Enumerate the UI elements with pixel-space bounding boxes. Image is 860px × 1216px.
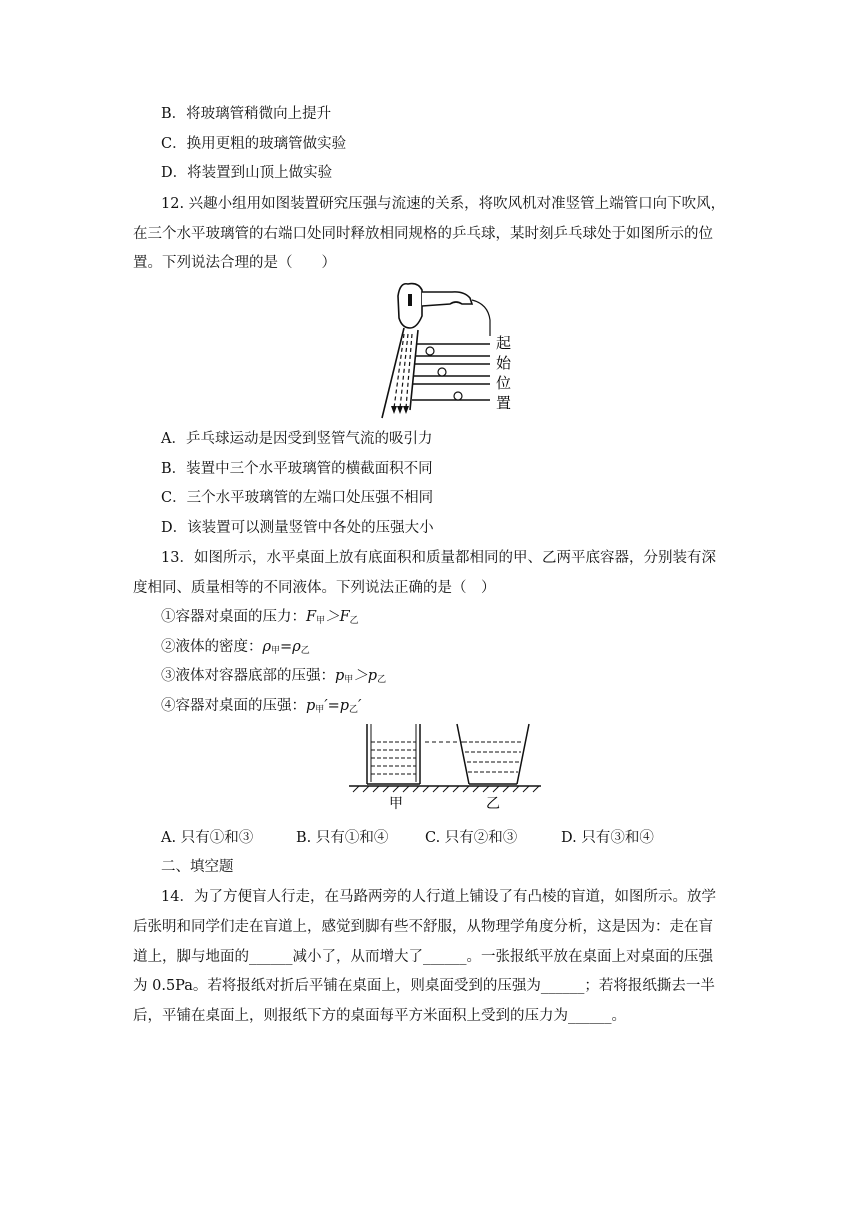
q12-option-d: D．该装置可以测量竖管中各处的压强大小 (161, 520, 434, 536)
q12-option-a: A．乒乓球运动是因受到竖管气流的吸引力 (161, 431, 433, 447)
q12-stem-line-2: 在三个水平玻璃管的右端口处同时释放相同规格的乒乓球，某时刻乒乓球处于如图所示的位 (133, 226, 713, 242)
hair-dryer-switch (408, 294, 412, 306)
figure-label-char-2: 始 (496, 354, 512, 372)
q13-containers-figure (345, 722, 545, 814)
airflow-lines (394, 334, 412, 408)
ping-pong-ball-1 (426, 347, 434, 355)
hair-dryer-cord (472, 300, 490, 336)
q12-stem-line-1: 12. 兴趣小组用如图装置研究压强与流速的关系，将吹风机对准竖管上端管口向下吹风， (161, 196, 726, 212)
container-jia (367, 724, 420, 784)
ping-pong-ball-3 (454, 392, 462, 400)
q12-blower-figure (370, 276, 520, 421)
q13-stem-line-1: 13．如图所示，水平桌面上放有底面积和质量都相同的甲、乙两平底容器，分别装有深 (161, 550, 716, 566)
q13-stem-line-2: 度相同、质量相等的不同液体。下列说法正确的是（ ） (133, 580, 496, 596)
q12-option-c: C．三个水平玻璃管的左端口处压强不相同 (161, 490, 434, 506)
figure-label-char-4: 置 (496, 394, 512, 412)
figure-label-char-1: 起 (496, 334, 512, 352)
q14-stem-line-2: 后张明和同学们走在盲道上，感觉到脚有些不舒服，从物理学角度分析，这是因为：走在盲 (133, 919, 713, 935)
label-yi: 乙 (486, 796, 500, 812)
figure-label-char-3: 位 (496, 374, 512, 392)
q11-option-c: C．换用更粗的玻璃管做实验 (161, 136, 347, 152)
q14-stem-line-3: 道上，脚与地面的______减小了，从而增大了______。一张报纸平放在桌面上对桌面的压强 (133, 949, 713, 965)
table-hatching (353, 786, 539, 792)
q12-stem-line-3: 置。下列说法合理的是（ ） (133, 255, 336, 271)
q13-statement-1: ①容器对桌面的压力：$F_甲>F_乙$ (161, 609, 359, 626)
q13-statement-4: ④容器对桌面的压强：$p_甲'=p_乙'$ (161, 698, 362, 715)
section-title-fill-in: 二、填空题 (161, 859, 234, 875)
q14-stem-line-4: 为 0.5Pa。若将报纸对折后平铺在桌面上，则桌面受到的压强为______；若将报纸撕去一半 (133, 978, 715, 994)
q11-option-d: D．将装置到山顶上做实验 (161, 165, 333, 181)
liquid-yi (463, 742, 523, 772)
q14-stem-line-1: 14．为了方便盲人行走，在马路两旁的人行道上铺设了有凸棱的盲道，如图所示。放学 (161, 889, 716, 905)
container-yi (457, 724, 529, 784)
airflow-arrowheads (391, 406, 409, 414)
q13-option-d: D. 只有③和④ (561, 830, 654, 846)
q13-statement-2: ②液体的密度：$\rho_甲=\rho_乙$ (161, 639, 310, 656)
hair-dryer-handle (422, 292, 472, 306)
q13-option-b: B. 只有①和④ (296, 830, 389, 846)
horizontal-tubes (412, 344, 490, 400)
ping-pong-ball-2 (438, 368, 446, 376)
q13-option-a: A. 只有①和③ (161, 830, 254, 846)
q14-stem-line-5: 后，平铺在桌面上，则报纸下方的桌面每平方米面积上受到的压力为______。 (133, 1008, 626, 1024)
q12-option-b: B．装置中三个水平玻璃管的横截面积不同 (161, 461, 433, 477)
liquid-jia (371, 742, 416, 774)
q11-option-b: B．将玻璃管稍微向上提升 (161, 106, 332, 122)
q13-statement-3: ③液体对容器底部的压强：$p_甲>p_乙$ (161, 668, 387, 685)
q13-option-c: C. 只有②和③ (425, 830, 518, 846)
label-jia: 甲 (389, 796, 403, 812)
